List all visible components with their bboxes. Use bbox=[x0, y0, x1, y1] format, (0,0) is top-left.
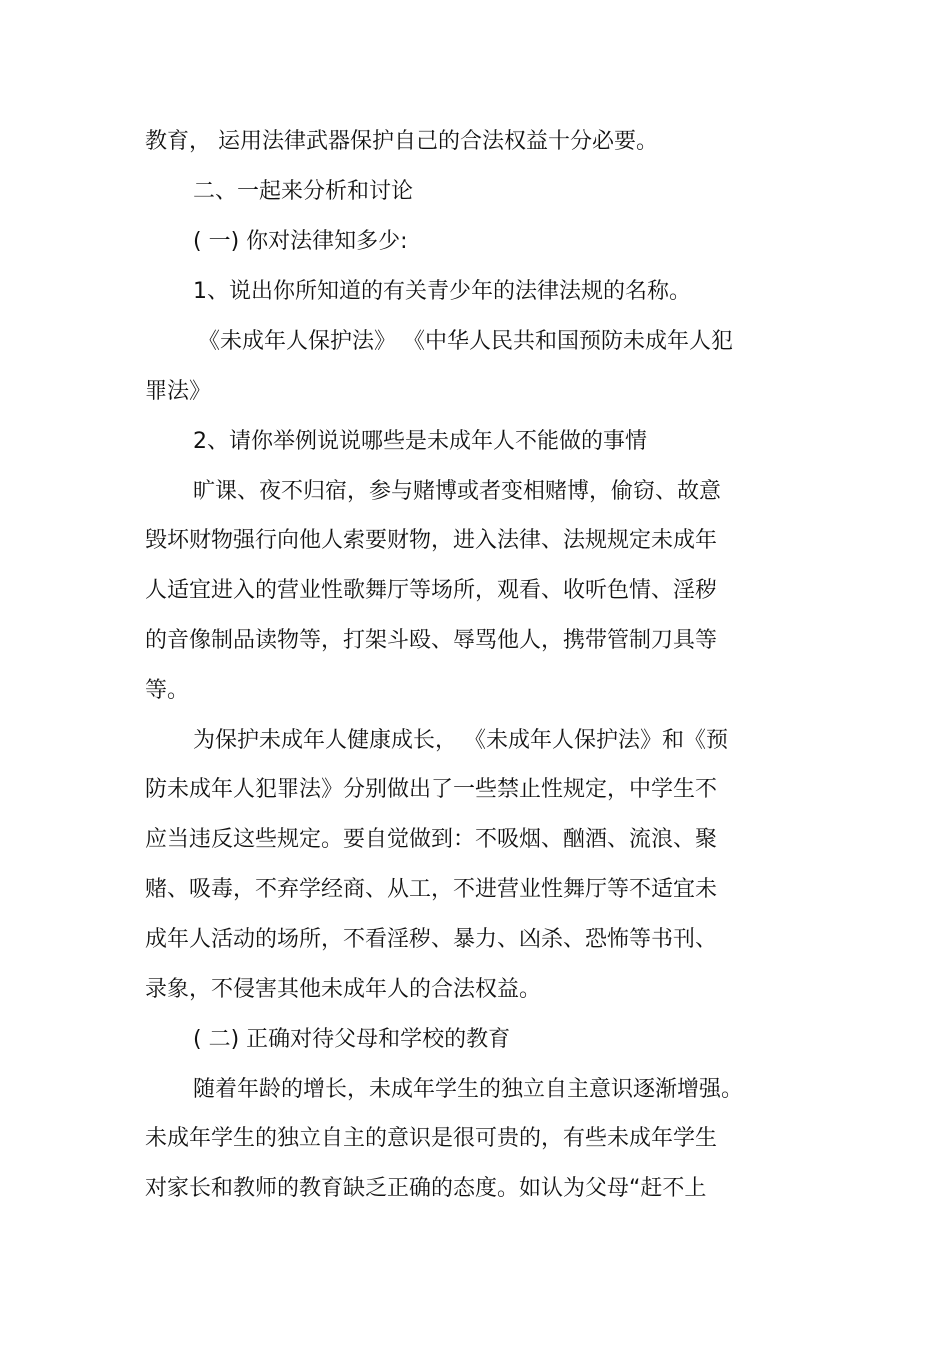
text-line: 教育， 运用法律武器保护自己的合法权益十分必要。 bbox=[145, 129, 658, 154]
text-line: 赌、吸毒，不弃学经商、从工，不进营业性舞厅等不适宜未 bbox=[145, 877, 718, 902]
question-line: 2、请你举例说说哪些是未成年人不能做的事情 bbox=[193, 429, 647, 454]
text-line: 未成年学生的独立自主的意识是很可贵的，有些未成年学生 bbox=[145, 1126, 718, 1151]
text-line: 毁坏财物强行向他人索要财物，进入法律、法规规定未成年 bbox=[145, 528, 718, 553]
subsection-heading: ( 二) 正确对待父母和学校的教育 bbox=[193, 1027, 511, 1052]
subsection-heading: ( 一) 你对法律知多少: bbox=[193, 229, 408, 254]
text-line: 为保护未成年人健康成长， 《未成年人保护法》和《预 bbox=[193, 728, 728, 753]
text-line: 罪法》 bbox=[145, 379, 212, 404]
text-line: 《未成年人保护法》 《中华人民共和国预防未成年人犯 bbox=[198, 329, 733, 354]
text-line: 等。 bbox=[145, 678, 190, 703]
text-line: 的音像制品读物等，打架斗殴、辱骂他人，携带管制刀具等 bbox=[145, 628, 718, 653]
text-line: 对家长和教师的教育缺乏正确的态度。如认为父母“赶不上 bbox=[145, 1176, 707, 1201]
text-line: 录象，不侵害其他未成年人的合法权益。 bbox=[145, 977, 542, 1002]
question-line: 1、说出你所知道的有关青少年的法律法规的名称。 bbox=[193, 279, 691, 304]
text-line: 旷课、夜不归宿，参与赌博或者变相赌博，偷窃、故意 bbox=[193, 479, 722, 504]
text-line: 应当违反这些规定。要自觉做到：不吸烟、酗酒、流浪、聚 bbox=[145, 827, 718, 852]
text-line: 防未成年人犯罪法》分别做出了一些禁止性规定，中学生不 bbox=[145, 777, 718, 802]
section-heading: 二、一起来分析和讨论 bbox=[193, 179, 414, 204]
text-line: 人适宜进入的营业性歌舞厅等场所，观看、收听色情、淫秽 bbox=[145, 578, 718, 603]
text-line: 随着年龄的增长，未成年学生的独立自主意识逐渐增强。 bbox=[193, 1077, 744, 1102]
text-line: 成年人活动的场所，不看淫秽、暴力、凶杀、恐怖等书刊、 bbox=[145, 927, 718, 952]
